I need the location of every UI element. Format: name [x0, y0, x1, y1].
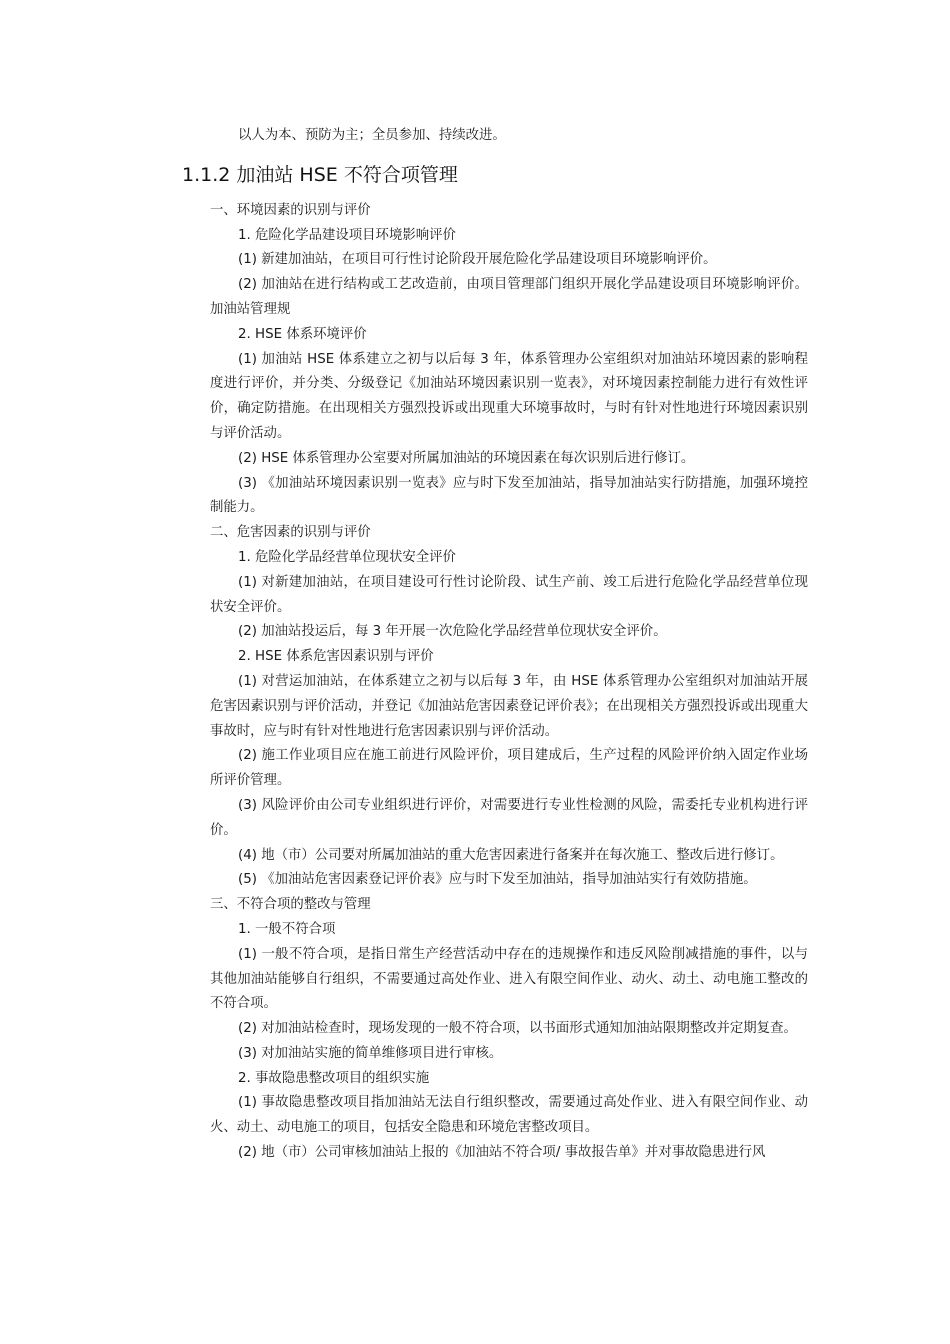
paragraph: (2) 加油站在进行结构或工艺改造前，由项目管理部门组织开展化学品建设项目环境影响评价。加油站管理规 — [210, 277, 808, 317]
paragraph: (1) 加油站 HSE 体系建立之初与以后每 3 年，体系管理办公室组织对加油站环境因素的影响程度进行评价，并分类、分级登记《加油站环境因素识别一览表》，对环境因素控制能力进行有效性评价，确定防措施。在出现相关方强烈投诉或出现重大环境事故时，与时有针对性地进行环境因素识别与评价活动。 — [210, 351, 808, 441]
paragraph: (1) 新建加油站，在项目可行性讨论阶段开展危险化学品建设项目环境影响评价。 — [238, 252, 717, 268]
paragraph: (2) 对加油站检查时，现场发现的一般不符合项，以书面形式通知加油站限期整改并定期复查。 — [238, 1021, 797, 1037]
paragraph: (1) 事故隐患整改项目指加油站无法自行组织整改，需要通过高处作业、进入有限空间作业、动火、动土、动电施工的项目，包括安全隐患和环境危害整改项目。 — [210, 1095, 808, 1136]
paragraph: 2. 事故隐患整改项目的组织实施 — [238, 1070, 430, 1086]
paragraph: 1. 危险化学品经营单位现状安全评价 — [238, 549, 456, 565]
paragraph: 1. 危险化学品建设项目环境影响评价 — [238, 227, 456, 243]
intro-line: 以人为本、预防为主；全员参加、持续改进。 — [238, 128, 506, 143]
paragraph: 一、环境因素的识别与评价 — [210, 202, 371, 218]
paragraph: (4) 地（市）公司要对所属加油站的重大危害因素进行备案并在每次施工、整改后进行修订。 — [238, 847, 784, 863]
paragraph: (1) 一般不符合项，是指日常生产经营活动中存在的违规操作和违反风险削减措施的事件，以与其他加油站能够自行组织，不需要通过高处作业、进入有限空间作业、动火、动土、动电施工整改的不符合项。 — [210, 946, 808, 1012]
paragraph: (3) 风险评价由公司专业组织进行评价，对需要进行专业性检测的风险，需委托专业机构进行评价。 — [210, 797, 808, 838]
paragraph: (1) 对营运加油站，在体系建立之初与以后每 3 年，由 HSE 体系管理办公室组织对加油站开展危害因素识别与评价活动，并登记《加油站危害因素登记评价表》；在出现相关方强烈投诉或出现重大事故时，应与时有针对性地进行危害因素识别与评价活动。 — [210, 673, 808, 739]
paragraph: (2) 加油站投运后，每 3 年开展一次危险化学品经营单位现状安全评价。 — [238, 624, 667, 640]
paragraph: (1) 对新建加油站，在项目建设可行性讨论阶段、试生产前、竣工后进行危险化学品经营单位现状安全评价。 — [210, 574, 808, 615]
heading-spacer — [210, 149, 808, 199]
paragraph: 三、不符合项的整改与管理 — [210, 897, 371, 913]
section-heading: 1.1.2 加油站 HSE 不符合项管理 — [182, 164, 458, 186]
paragraph: (3) 对加油站实施的简单维修项目进行审核。 — [238, 1045, 503, 1061]
paragraph: 1. 一般不符合项 — [238, 921, 336, 937]
paragraph: (2) 施工作业项目应在施工前进行风险评价，项目建成后，生产过程的风险评价纳入固定作业场所评价管理。 — [210, 748, 808, 789]
paragraph: (3) 《加油站环境因素识别一览表》应与时下发至加油站，指导加油站实行防措施，加强环境控制能力。 — [210, 475, 808, 516]
paragraph: (2) HSE 体系管理办公室要对所属加油站的环境因素在每次识别后进行修订。 — [238, 450, 695, 466]
paragraph: 2. HSE 体系危害因素识别与评价 — [238, 649, 434, 665]
paragraph: (2) 地（市）公司审核加油站上报的《加油站不符合项/ 事故报告单》并对事故隐患进行风 — [238, 1145, 766, 1161]
document-body — [210, 124, 808, 1166]
paragraph: (5) 《加油站危害因素登记评价表》应与时下发至加油站，指导加油站实行有效防措施。 — [238, 872, 757, 888]
paragraph: 二、危害因素的识别与评价 — [210, 525, 371, 541]
paragraph: 2. HSE 体系环境评价 — [238, 326, 367, 342]
